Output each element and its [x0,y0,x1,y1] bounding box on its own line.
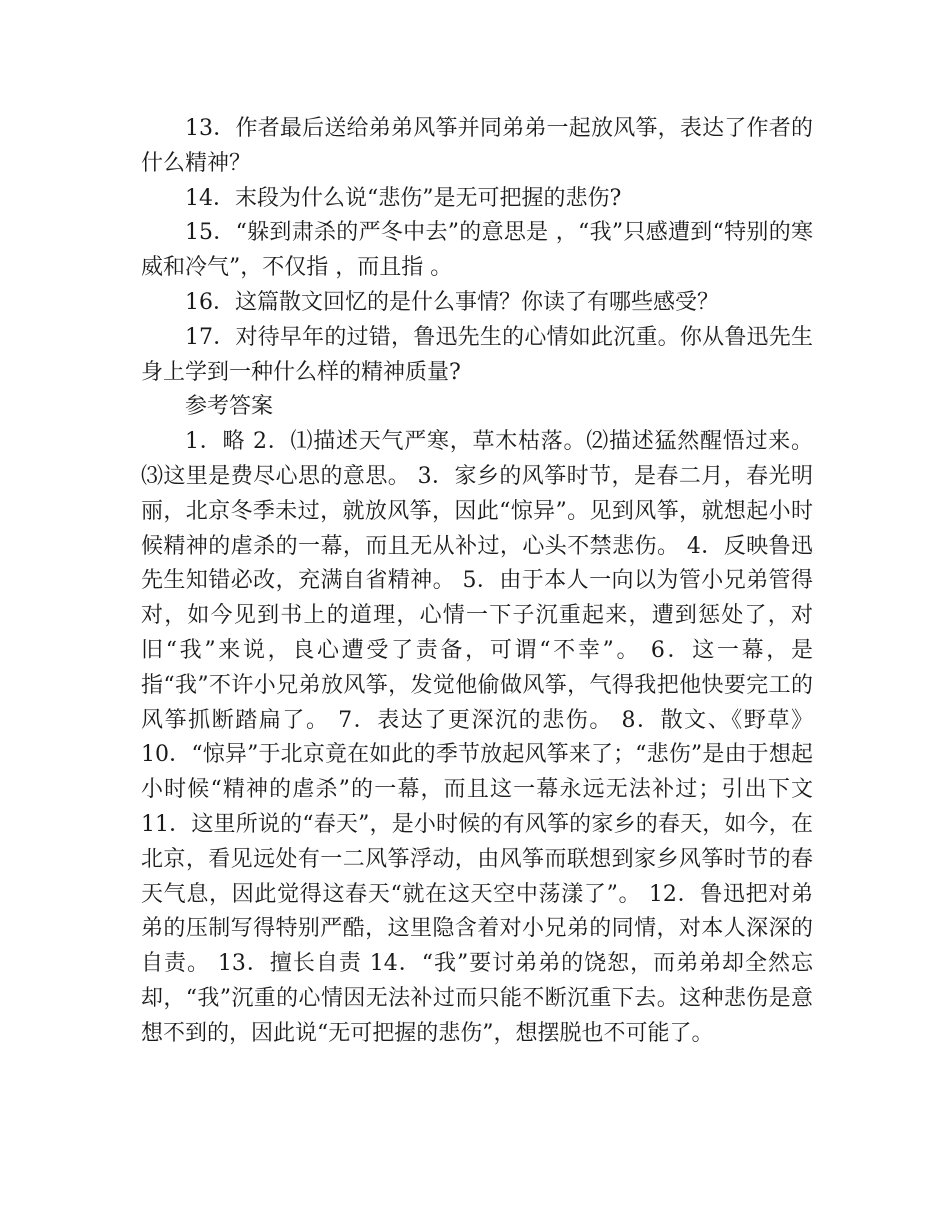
document-body [141,112,813,1052]
question-14: 14．末段为什么说“悲伤”是无可把握的悲伤? [185,185,622,211]
question-17: 17．对待早年的过错，鲁迅先生的心情如此沉重。你从鲁迅先生身上学到一种什么样的精神质量? [141,324,813,385]
answer-body: 1．略 2．⑴描述天气严寒，草木枯落。⑵描述猛然醒悟过来。⑶这里是费尽心思的意思。 3．家乡的风筝时节，是春二月，春光明丽，北京冬季未过，就放风筝，因此“惊异”。见到风筝，就想起小时候精神的虐杀的一幕，而且无从补过，心头不禁悲伤。 4．反映鲁迅先生知错必改，充满自省精神。 5．由于本人一向以为管小兄弟管得对，如今见到书上的道理，心情一下子沉重起来，遭到惩处了，对旧“我”来说，良心遭受了责备，可谓“不幸”。 6．这一幕，是指“我”不许小兄弟放风筝，发觉他偷做风筝，气得我把他快要完工的风筝抓断踏扁了。 7．表达了更深沉的悲伤。 8．散文、《野草》10．“惊异”于北京竟在如此的季节放起风筝来了；“悲伤”是由于想起小时候“精神的虐杀”的一幕，而且这一幕永远无法补过；引出下文 11．这里所说的“春天”，是小时候的有风筝的家乡的春天，如今，在北京，看见远处有一二风筝浮动，由风筝而联想到家乡风筝时节的春天气息，因此觉得这春天“就在这天空中荡漾了”。 12．鲁迅把对弟弟的压制写得特别严酷，这里隐含着对小兄弟的同情，对本人深深的自责。 13．擅长自责 14．“我”要讨弟弟的饶恕，而弟弟却全然忘却，“我”沉重的心情因无法补过而只能不断沉重下去。这种悲伤是意想不到的，因此说“无可把握的悲伤”，想摆脱也不可能了。 [141,429,813,1046]
question-15: 15．“躲到肃杀的严冬中去”的意思是 ，“我”只感遭到“特别的寒威和冷气”，不仅指 ，而且指 。 [141,220,813,281]
question-16: 16．这篇散文回忆的是什么事情？你读了有哪些感受？ [185,289,719,315]
question-13: 13．作者最后送给弟弟风筝并同弟弟一起放风筝，表达了作者的什么精神？ [141,116,813,176]
answer-heading: 参考答案 [185,394,274,420]
